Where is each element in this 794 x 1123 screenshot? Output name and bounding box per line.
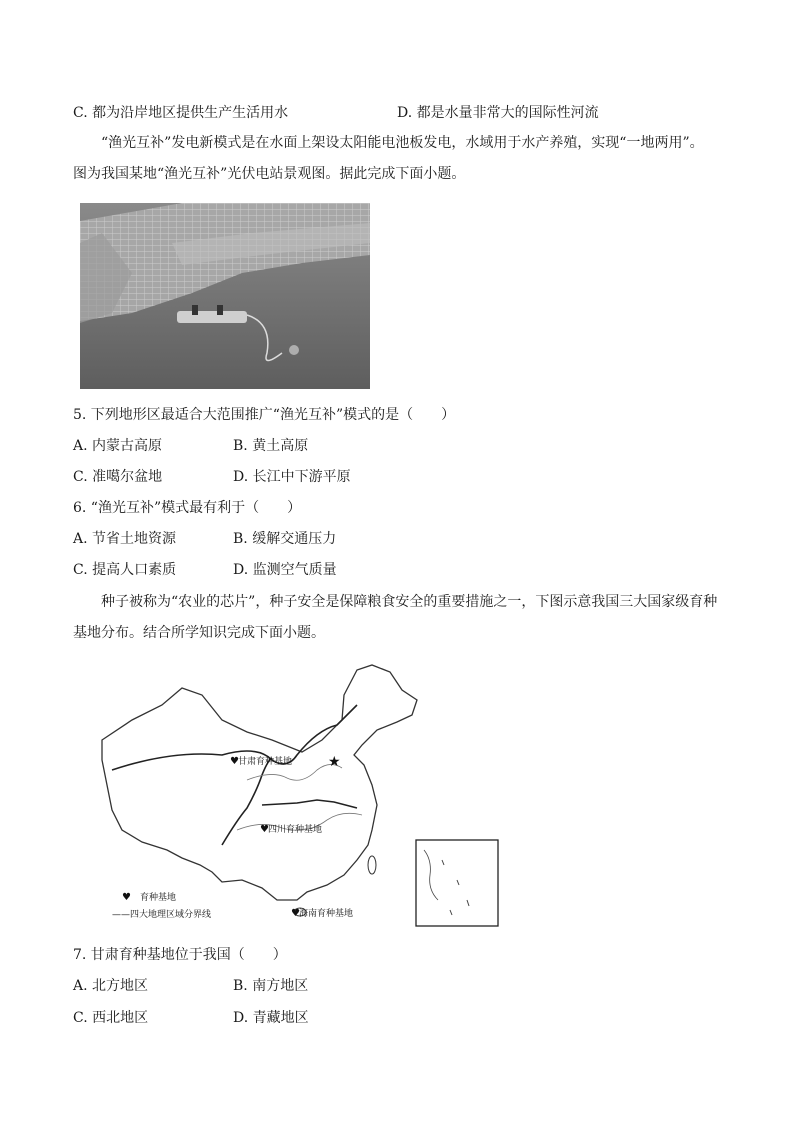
passage1-line2: 图为我国某地“渔光互补”光伏电站景观图。据此完成下面小题。 [73, 166, 466, 182]
question-5-option-a[interactable]: A. 内蒙古高原 [73, 438, 163, 454]
passage2-line1: 种子被称为“农业的芯片”，种子安全是保障粮食安全的重要措施之一，下图示意我国三大国家级育种 [101, 594, 718, 610]
hainan-base-marker-icon: ♥ [291, 908, 300, 919]
question-6-option-a[interactable]: A. 节省土地资源 [73, 531, 177, 547]
question-7-stem: 7. 甘肃育种基地位于我国（ ） [73, 947, 287, 963]
question-6-option-c[interactable]: C. 提高人口素质 [73, 562, 177, 578]
capital-star-icon: ★ [328, 754, 341, 770]
gansu-base-marker-icon: ♥ [230, 756, 239, 767]
question-7-option-d[interactable]: D. 青藏地区 [233, 1010, 309, 1026]
question-6-option-d[interactable]: D. 监测空气质量 [233, 562, 337, 578]
legend-base-label: 育种基地 [140, 893, 177, 903]
region-boundary-qinling [262, 800, 357, 808]
question-7-option-b[interactable]: B. 南方地区 [233, 978, 309, 994]
question-5-option-b[interactable]: B. 黄土高原 [233, 438, 309, 454]
solar-fishery-photo [72, 203, 370, 389]
taiwan-island [368, 856, 376, 874]
question-6-option-b[interactable]: B. 缓解交通压力 [233, 531, 337, 547]
question-5-option-d[interactable]: D. 长江中下游平原 [233, 469, 351, 485]
hainan-base-label: 海南育种基地 [299, 909, 354, 919]
china-breeding-base-map [72, 660, 506, 932]
question-7-option-a[interactable]: A. 北方地区 [73, 978, 149, 994]
sichuan-base-label: 四川育种基地 [268, 825, 323, 835]
prev-option-c: C. 都为沿岸地区提供生产生活用水 [73, 105, 289, 121]
legend-base-icon: ♥ [122, 892, 131, 903]
question-6-stem: 6. “渔光互补”模式最有利于（ ） [73, 500, 302, 516]
legend-boundary-label: ——四大地理区域分界线 [112, 910, 212, 920]
sichuan-base-marker-icon: ♥ [260, 824, 269, 835]
prev-option-d: D. 都是水量非常大的国际性河流 [397, 105, 599, 121]
passage1-line1: “渔光互补”发电新模式是在水面上架设太阳能电池板发电，水域用于水产养殖，实现“一地两用”。 [101, 135, 704, 151]
question-5-stem: 5. 下列地形区最适合大范围推广“渔光互补”模式的是（ ） [73, 407, 456, 423]
gansu-base-label: 甘肃育种基地 [238, 757, 293, 767]
south-sea-inset [416, 840, 498, 926]
passage2-line2: 基地分布。结合所学知识完成下面小题。 [73, 625, 325, 641]
question-5-option-c[interactable]: C. 准噶尔盆地 [73, 469, 163, 485]
question-7-option-c[interactable]: C. 西北地区 [73, 1010, 149, 1026]
